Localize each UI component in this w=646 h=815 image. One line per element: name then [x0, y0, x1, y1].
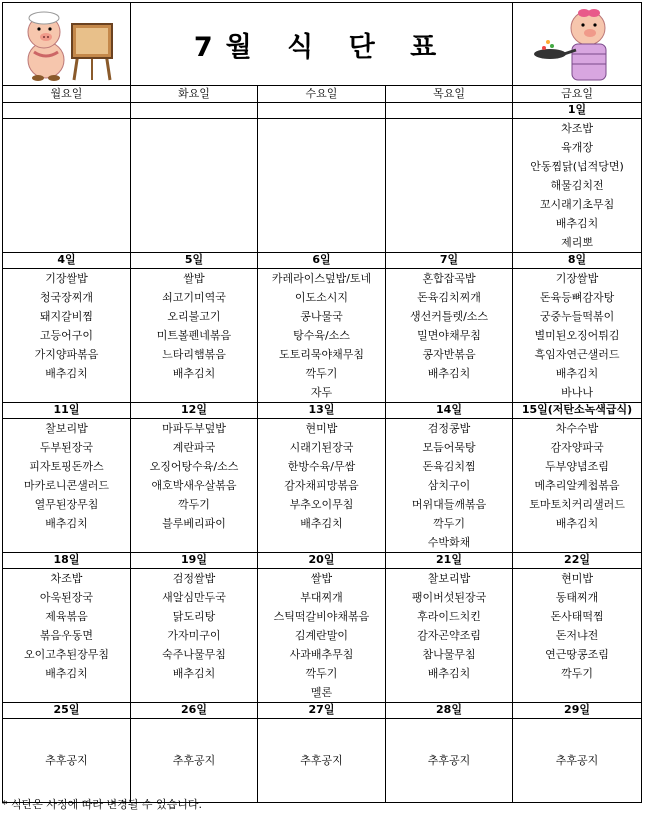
menu-item: 두부된장국 — [39, 441, 94, 454]
menu-item: 콩나물국 — [300, 310, 343, 323]
menu-item: 차조밥 — [50, 572, 83, 585]
date-cell: 25일 — [3, 703, 131, 719]
menu-item: 카레라이스덮밥/토네 — [271, 272, 372, 285]
menu-item: 생선커틀렛/소스 — [409, 310, 489, 323]
menu-item: 멜론 — [310, 686, 333, 699]
menu-item: 피자토핑돈까스 — [29, 460, 104, 473]
menu-sheet — [2, 2, 641, 803]
menu-item: 마카로니콘샐러드 — [23, 479, 109, 492]
date-cell: 6일 — [258, 253, 386, 269]
menu-item: 메추리알케첩볶음 — [534, 479, 620, 492]
menu-item: 열무된장무침 — [34, 498, 99, 511]
title-cell — [131, 3, 513, 86]
pig-painter-icon — [12, 4, 122, 84]
menu-item: 팽이버섯된장국 — [411, 591, 487, 604]
menu-item: 흑임자연근샐러드 — [534, 348, 620, 361]
menu-cell — [386, 119, 513, 253]
date-cell — [386, 103, 513, 119]
menu-cell — [258, 419, 386, 553]
menu-item: 한방수육/무쌈 — [287, 460, 356, 473]
menu-item: 고등어구이 — [39, 329, 94, 342]
menu-item: 깍두기 — [178, 498, 210, 511]
menu-item: 차수수밥 — [555, 422, 599, 435]
menu-item: 배추김치 — [45, 367, 88, 380]
menu-item: 삼치구이 — [427, 479, 471, 492]
menu-cell — [258, 119, 386, 253]
pig-chef-icon — [522, 4, 632, 84]
menu-item: 돈육김치찌개 — [417, 291, 481, 304]
menu-item: 깍두기 — [305, 667, 338, 680]
menu-item: 쇠고기미역국 — [162, 291, 226, 304]
menu-item: 배추김치 — [427, 367, 471, 380]
menu-item: 동태찌개 — [555, 591, 599, 604]
menu-item: 배추김치 — [300, 517, 343, 530]
menu-item: 찰보리밥 — [427, 572, 471, 585]
date-cell: 11일 — [3, 403, 131, 419]
menu-item: 배추김치 — [555, 367, 599, 380]
date-cell: 26일 — [131, 703, 258, 719]
date-cell: 4일 — [3, 253, 131, 269]
menu-cell — [386, 419, 513, 553]
menu-cell — [131, 569, 258, 703]
menu-item: 제리뽀 — [561, 236, 593, 249]
menu-item: 현미밥 — [561, 572, 593, 585]
date-cell: 1일 — [513, 103, 642, 119]
date-cell — [131, 103, 258, 119]
menu-item: 제육볶음 — [45, 610, 88, 623]
menu-item: 감자채피망볶음 — [284, 479, 359, 492]
menu-item: 계란파국 — [172, 441, 216, 454]
date-cell: 27일 — [258, 703, 386, 719]
menu-item: 추후공지 — [300, 754, 343, 767]
menu-item: 깍두기 — [305, 367, 338, 380]
menu-item: 스틱떡갈비야채볶음 — [273, 610, 370, 623]
date-cell — [3, 103, 131, 119]
menu-item: 가자미구이 — [167, 629, 221, 642]
chef-pig-right-cell — [513, 3, 642, 86]
menu-item: 이도소시지 — [294, 291, 349, 304]
date-cell: 20일 — [258, 553, 386, 569]
menu-cell — [131, 719, 258, 803]
menu-item: 찰보리밥 — [45, 422, 88, 435]
menu-item: 새알심만두국 — [162, 591, 226, 604]
menu-item: 깍두기 — [433, 517, 465, 530]
menu-item: 시래기된장국 — [289, 441, 354, 454]
menu-item: 육개장 — [561, 141, 593, 154]
date-cell: 19일 — [131, 553, 258, 569]
menu-cell — [386, 569, 513, 703]
meal-table — [2, 2, 642, 803]
menu-cell — [513, 419, 642, 553]
menu-cell — [3, 119, 131, 253]
menu-item: 궁중누들떡볶이 — [539, 310, 615, 323]
menu-item: 블루베리파이 — [162, 517, 226, 530]
menu-item: 쌀밥 — [183, 272, 205, 285]
menu-item: 청국장찌개 — [39, 291, 94, 304]
menu-item: 돈육김치찜 — [422, 460, 476, 473]
menu-item: 밀면야채무침 — [417, 329, 481, 342]
menu-item: 도토리묵야채무침 — [278, 348, 364, 361]
weekday-header: 금요일 — [513, 86, 642, 103]
menu-item: 후라이드치킨 — [417, 610, 481, 623]
chef-pig-left-cell — [3, 3, 131, 86]
menu-item: 기장쌀밥 — [555, 272, 599, 285]
date-cell: 21일 — [386, 553, 513, 569]
date-cell: 28일 — [386, 703, 513, 719]
date-cell: 8일 — [513, 253, 642, 269]
date-cell — [258, 103, 386, 119]
menu-cell — [386, 719, 513, 803]
menu-cell — [513, 719, 642, 803]
menu-cell — [131, 269, 258, 403]
menu-item: 검정쌀밥 — [172, 572, 216, 585]
weekday-header: 화요일 — [131, 86, 258, 103]
menu-cell — [386, 269, 513, 403]
menu-item: 가지양파볶음 — [34, 348, 99, 361]
menu-item: 돈저냐전 — [555, 629, 599, 642]
menu-cell — [131, 419, 258, 553]
menu-item: 감자곤약조림 — [417, 629, 481, 642]
menu-item: 깍두기 — [561, 667, 593, 680]
menu-item: 쌀밥 — [310, 572, 333, 585]
menu-item: 탕수육/소스 — [293, 329, 350, 342]
menu-item: 오이고추된장무침 — [23, 648, 109, 661]
weekday-header: 목요일 — [386, 86, 513, 103]
menu-cell — [258, 719, 386, 803]
date-cell: 13일 — [258, 403, 386, 419]
menu-item: 사과배추무침 — [289, 648, 354, 661]
menu-item: 추후공지 — [172, 754, 216, 767]
menu-item: 바나나 — [561, 386, 593, 399]
menu-item: 애호박새우살볶음 — [151, 479, 237, 492]
menu-item: 안동찜닭(넙적당면) — [530, 160, 624, 173]
weekday-header: 월요일 — [3, 86, 131, 103]
menu-item: 돼지갈비찜 — [39, 310, 94, 323]
date-cell: 15일(저탄소녹색급식) — [513, 403, 642, 419]
menu-item: 숙주나물무침 — [162, 648, 226, 661]
menu-item: 배추김치 — [172, 667, 216, 680]
disclaimer-note: * 식단은 사정에 따라 변경될 수 있습니다. — [2, 798, 202, 811]
menu-item: 닭도리탕 — [172, 610, 216, 623]
date-cell: 7일 — [386, 253, 513, 269]
menu-item: 김계란말이 — [294, 629, 349, 642]
menu-item: 배추김치 — [555, 517, 599, 530]
menu-cell — [513, 569, 642, 703]
menu-item: 추후공지 — [427, 754, 471, 767]
menu-item: 마파두부덮밥 — [162, 422, 226, 435]
date-cell: 22일 — [513, 553, 642, 569]
menu-item: 두부양념조림 — [545, 460, 609, 473]
date-cell: 18일 — [3, 553, 131, 569]
menu-item: 추후공지 — [45, 754, 88, 767]
menu-cell — [3, 419, 131, 553]
menu-item: 혼합잡곡밥 — [422, 272, 476, 285]
menu-item: 부대찌개 — [300, 591, 343, 604]
menu-item: 돈사태떡찜 — [550, 610, 604, 623]
menu-item: 볶음우동면 — [39, 629, 94, 642]
menu-cell — [258, 569, 386, 703]
menu-cell — [513, 119, 642, 253]
menu-item: 오징어탕수육/소스 — [149, 460, 239, 473]
menu-item: 해물김치전 — [550, 179, 604, 192]
menu-item: 꼬시래기초무침 — [539, 198, 615, 211]
menu-item: 아욱된장국 — [39, 591, 94, 604]
menu-item: 오리불고기 — [167, 310, 221, 323]
menu-cell — [3, 269, 131, 403]
menu-item: 배추김치 — [45, 517, 88, 530]
menu-item: 모듬어묵탕 — [422, 441, 476, 454]
menu-cell — [3, 719, 131, 803]
menu-item: 자두 — [310, 386, 333, 399]
menu-item: 감자양파국 — [550, 441, 604, 454]
page-title: 7월 식 단 표 — [193, 31, 450, 63]
menu-item: 돈육등뼈감자탕 — [539, 291, 615, 304]
menu-item: 차조밥 — [561, 122, 593, 135]
menu-item: 토마토치커리샐러드 — [529, 498, 625, 511]
menu-cell — [513, 269, 642, 403]
menu-item: 참나물무침 — [422, 648, 476, 661]
menu-cell — [3, 569, 131, 703]
menu-cell — [131, 119, 258, 253]
menu-item: 느타리햄볶음 — [162, 348, 226, 361]
menu-item: 기장쌀밥 — [45, 272, 88, 285]
menu-item: 현미밥 — [305, 422, 338, 435]
menu-item: 수박화채 — [427, 536, 471, 549]
date-cell: 5일 — [131, 253, 258, 269]
menu-item: 배추김치 — [45, 667, 88, 680]
date-cell: 12일 — [131, 403, 258, 419]
menu-item: 머위대들깨볶음 — [411, 498, 487, 511]
menu-item: 배추김치 — [427, 667, 471, 680]
menu-cell — [258, 269, 386, 403]
weekday-header: 수요일 — [258, 86, 386, 103]
menu-item: 배추김치 — [172, 367, 216, 380]
date-cell: 14일 — [386, 403, 513, 419]
date-cell: 29일 — [513, 703, 642, 719]
menu-item: 콩자반볶음 — [422, 348, 476, 361]
menu-item: 별미된오징어튀김 — [534, 329, 620, 342]
menu-item: 연근땅콩조림 — [545, 648, 609, 661]
menu-item: 배추김치 — [555, 217, 599, 230]
menu-item: 미트볼펜네볶음 — [156, 329, 232, 342]
menu-item: 부추오이무침 — [289, 498, 354, 511]
menu-item: 검정콩밥 — [427, 422, 471, 435]
menu-item: 추후공지 — [555, 754, 599, 767]
